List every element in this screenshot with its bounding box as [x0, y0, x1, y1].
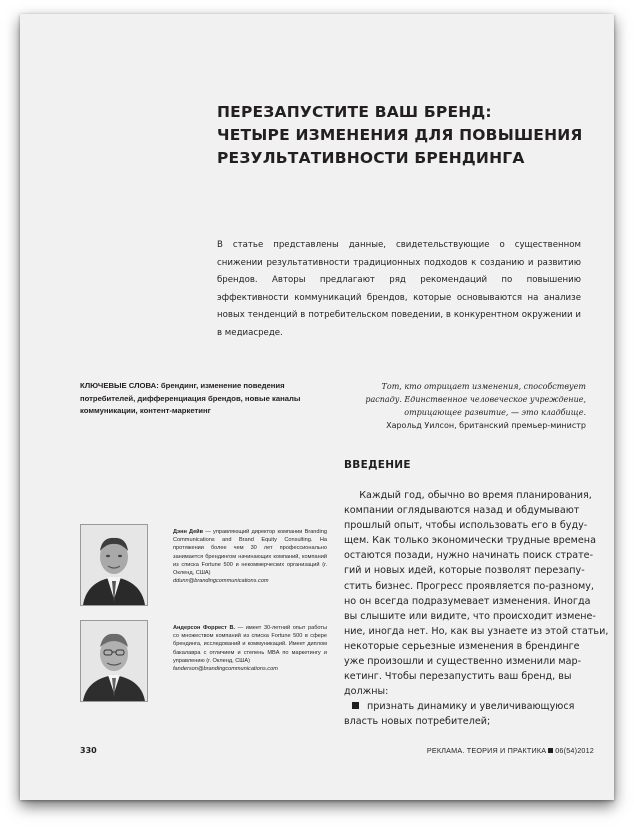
body-line: гий и новых идей, которые позволят перезапу-: [344, 565, 585, 577]
body-line: Каждый год, обычно во время планирования,: [344, 490, 592, 501]
title-line-3: РЕЗУЛЬТАТИВНОСТИ БРЕНДИНГА: [217, 149, 525, 167]
author-email-2[interactable]: fanderson@brandingcommunications.com: [173, 666, 278, 673]
author-description-2: — имеет 30-летний опыт работы со множеством компаний из списка Fortune 500 в сфере брендинга, исследований и коммуникаций. Имеет диплом бакалавра с отличием и степень MBA по маркетингу и управлению (г. Окленд, США): [173, 625, 327, 664]
epigraph-source: Харольд Уилсон, британский премьер-министр: [386, 421, 586, 430]
author-email-1[interactable]: ddunn@brandingcommunications.com: [173, 578, 269, 585]
square-separator-icon: [548, 748, 553, 753]
author-description-1: — управляющий директор компании Branding Communications and Brand Equity Consulting. На протяжении более чем 30 лет профессионально занимается брендингом начинающих компаний, компаний из списка Fortune 500 и некоммерческих организаций (г. Окленд, США): [173, 529, 327, 577]
portrait-icon: [81, 621, 147, 701]
author-card-2: [80, 620, 340, 702]
epigraph-line-3: отрицающее развитие, — это кладбище.: [404, 408, 586, 417]
title-line-2: ЧЕТЫРЕ ИЗМЕНЕНИЯ ДЛЯ ПОВЫШЕНИЯ: [217, 126, 583, 144]
author-card-1: [80, 524, 340, 606]
section-heading: ВВЕДЕНИЕ: [344, 459, 411, 471]
article-abstract: В статье представлены данные, свидетельствующие о существенном снижении результативности традиционных подходов к созданию и развитию брендов. Авторы предлагают ряд рекомендаций по повышению эффективности коммуникаций брендов, которые основываются на анализе новых тенденций в потребительском поведении, в конкурентном окружении и в медиасреде.: [217, 240, 581, 338]
body-line: щем. Как только экономически трудные времена: [344, 535, 596, 547]
bullet-line-2: власть новых потребителей;: [344, 716, 491, 728]
body-line: кетинг. Чтобы перезапустить ваш бренд, вы: [344, 671, 572, 683]
body-line: остаются позади, нужно начинать поиск страте-: [344, 550, 594, 562]
keywords: КЛЮЧЕВЫЕ СЛОВА: брендинг, изменение поведения потребителей, дифференциация брендов, новые каналы коммуникации, контент-маркетинг: [80, 381, 301, 415]
journal-name: РЕКЛАМА. ТЕОРИЯ И ПРАКТИКА: [426, 746, 547, 755]
author-bio-1: [173, 528, 327, 585]
page-number: 330: [80, 746, 97, 755]
journal-issue: 06(54)2012: [555, 746, 594, 755]
body-line: прошлый опыт, чтобы использовать его в буду-: [344, 520, 588, 532]
author-name-1: Дэнн Дейв: [173, 529, 204, 535]
body-line: ние, иногда нет. Но, как вы узнаете из этой статьи,: [344, 625, 609, 637]
bullet-item: [344, 699, 586, 714]
epigraph-line-2: распаду. Единственное человеческое учреждение,: [365, 395, 586, 404]
body-line: но он всегда подразумевает изменения. Иногда: [344, 595, 591, 607]
body-line: уже произошли и существенно изменили мар-: [344, 656, 582, 668]
author-bio-2: [173, 624, 327, 673]
author-photo-1: [80, 524, 148, 606]
article-title: [217, 101, 583, 170]
body-line: некоторые серьезные изменения в брендинге: [344, 640, 580, 652]
epigraph-line-1: Тот, кто отрицает изменения, способствует: [381, 382, 586, 391]
author-name-2: Андерсон Форрест В.: [173, 625, 236, 631]
epigraph: [360, 380, 586, 432]
body-line: должны:: [344, 686, 389, 698]
body-line: стить бизнес. Прогресс проявляется по-разному,: [344, 580, 594, 592]
author-photo-2: [80, 620, 148, 702]
bullet-line-1: признать динамику и увеличивающуюся: [367, 701, 575, 713]
article-body: [344, 488, 609, 730]
journal-footer: [427, 746, 594, 755]
portrait-icon: [81, 525, 147, 605]
bullet-square-icon: [352, 702, 359, 709]
title-line-1: ПЕРЕЗАПУСТИТЕ ВАШ БРЕНД:: [217, 103, 492, 121]
body-line: компании оглядываются назад и обдумывают: [344, 505, 580, 517]
body-line: вы слышите или видите, что происходит измене-: [344, 610, 596, 622]
